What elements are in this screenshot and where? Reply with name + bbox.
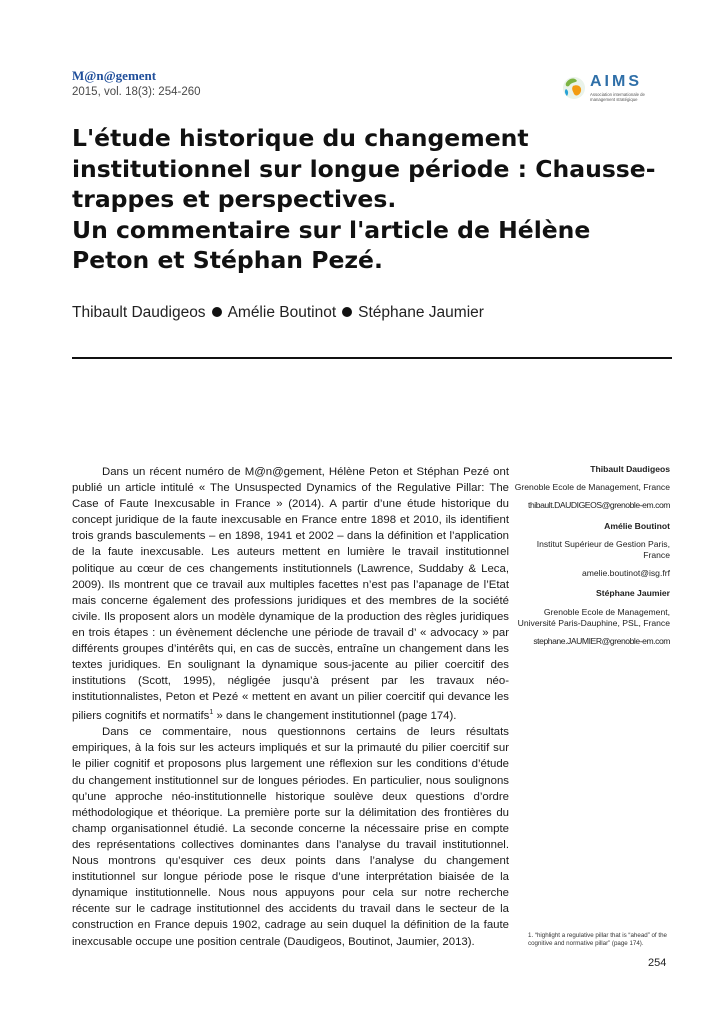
author-name: Thibault Daudigeos <box>72 304 206 321</box>
affiliation-author: Amélie Boutinot <box>604 520 670 531</box>
journal-name: M@n@gement <box>72 68 157 83</box>
author-email[interactable]: amelie.boutinot@isg.frf <box>581 568 670 579</box>
aims-logo <box>560 72 670 108</box>
author-email[interactable]: thibault.DAUDIGEOS@grenoble-em.com <box>528 500 670 511</box>
title-line: trappes et perspectives. <box>72 185 397 213</box>
footnote-marker: 1 <box>209 709 214 717</box>
author-affiliations <box>512 464 670 656</box>
author-name: Stéphane Jaumier <box>358 304 484 321</box>
affiliation-institution: Grenoble Ecole de Management, France <box>514 482 670 493</box>
title-line: institutionnel sur longue période : Chausse- <box>72 154 656 183</box>
logo-subtitle: Association internationale de management stratégique <box>590 92 645 102</box>
body-paragraph: Dans ce commentaire, nous questionnons certains de leurs résultats empiriques, à la fois sur les acteurs impliqués et sur la primauté du pilier coercitif sur le pilier cognitif et proposons plus largement une réflexion sur les conditions d’étude du changement institutionnel sur de longues périodes. En particulier, nous soulignons qu’une approche néo-institutionnelle historique soulève deux questions d’ordre méthodologique et théorique. La première porte sur la délimitation des frontières du champ organisationnel étudié. La seconde concerne la nécessaire prise en compte des représentations collectives dominantes dans l’analyse du travail institutionnel. Nous montrons qu’esquiver ces deux points dans l’analyse du changement institutionnel sur longue période pose le risque d’une interprétation biaisée de la dynamique institutionnelle. Nous nous appuyons pour cela sur notre recherche récente sur le cadrage institutionnel des accidents du travail dans le secteur de la construction en France depuis 1902, cadrage au sein duquel la définition de la faute inexcusable occupe une position centrale (Daudigeos, Boutinot, Jaumier, 2013). <box>72 726 509 948</box>
article-title <box>72 123 672 276</box>
bullet-icon <box>212 307 222 317</box>
article-body <box>72 464 509 950</box>
globe-icon <box>560 74 588 102</box>
title-line: L'étude historique du changement <box>72 124 529 152</box>
author-list <box>72 304 484 322</box>
body-paragraph <box>72 464 509 724</box>
affiliation-institution: Institut Supérieur de Gestion Paris, France <box>536 538 670 561</box>
affiliation-author: Thibault Daudigeos <box>590 464 670 474</box>
author-name: Amélie Boutinot <box>227 304 337 321</box>
author-email[interactable]: stephane.JAUMIER@grenoble-em.com <box>533 636 670 647</box>
paragraph-text: Dans un récent numéro de M@n@gement, Hélène Peton et Stéphan Pezé ont publié un article intitulé « The Unsuspected Dynamics of the Regulative Pillar: The Case of Faute Inexcusable in France » (2014). A partir d’une étude historique du concept juridique de la faute inexcusable en France entre 1898 et 2010, ils identifient trois grands basculements – en 1898, 1941 et 2002 – dans la définition et l’application de la faute inexcusable. Les auteurs mettent en lumière le travail institutionnel politique au cœur de ces changements institutionnels (Lawrence, Suddaby & Leca, 2009). Ils montrent que ce travail aux multiples facettes n’est pas l’apanage de l’Etat mais concerne également des professions juridiques et des membres de la société civile. Ils proposent alors un modèle dynamique de la production des règles juridiques en trois étapes : un évènement déclenche une période de travail d’ « advocacy » par différents groupes d’intérêts qui, en cas de succès, entraîne un changement dans les textes juridiques. En soulignant la dynamique sous-jacente au pilier coercitif des institutions (Scott, 1995), négligée jusqu’à présent par les travaux néo-institutionnalistes, Peton et Pezé « mettent en avant un pilier coercitif qui devance les piliers cognitifs et normatifs <box>72 466 509 723</box>
bullet-icon <box>342 307 352 317</box>
footnote: 1. “highlight a regulative pillar that is “ahead” of the cognitive and normative pillar” (page 174). <box>528 932 667 947</box>
logo-text: AIMS <box>590 73 642 90</box>
page-number: 254 <box>648 957 667 969</box>
title-divider <box>72 357 672 359</box>
affiliation-institution: Grenoble Ecole de Management, Université Paris-Dauphine, PSL, France <box>517 606 670 628</box>
paragraph-text: » dans le changement institutionnel (page 174). <box>213 710 457 723</box>
title-line: Un commentaire sur l'article de Hélène <box>72 215 591 244</box>
journal-volume: 2015, vol. 18(3): 254-260 <box>72 86 201 98</box>
affiliation-author: Stéphane Jaumier <box>595 588 670 599</box>
title-line: Peton et Stéphan Pezé. <box>72 246 383 274</box>
